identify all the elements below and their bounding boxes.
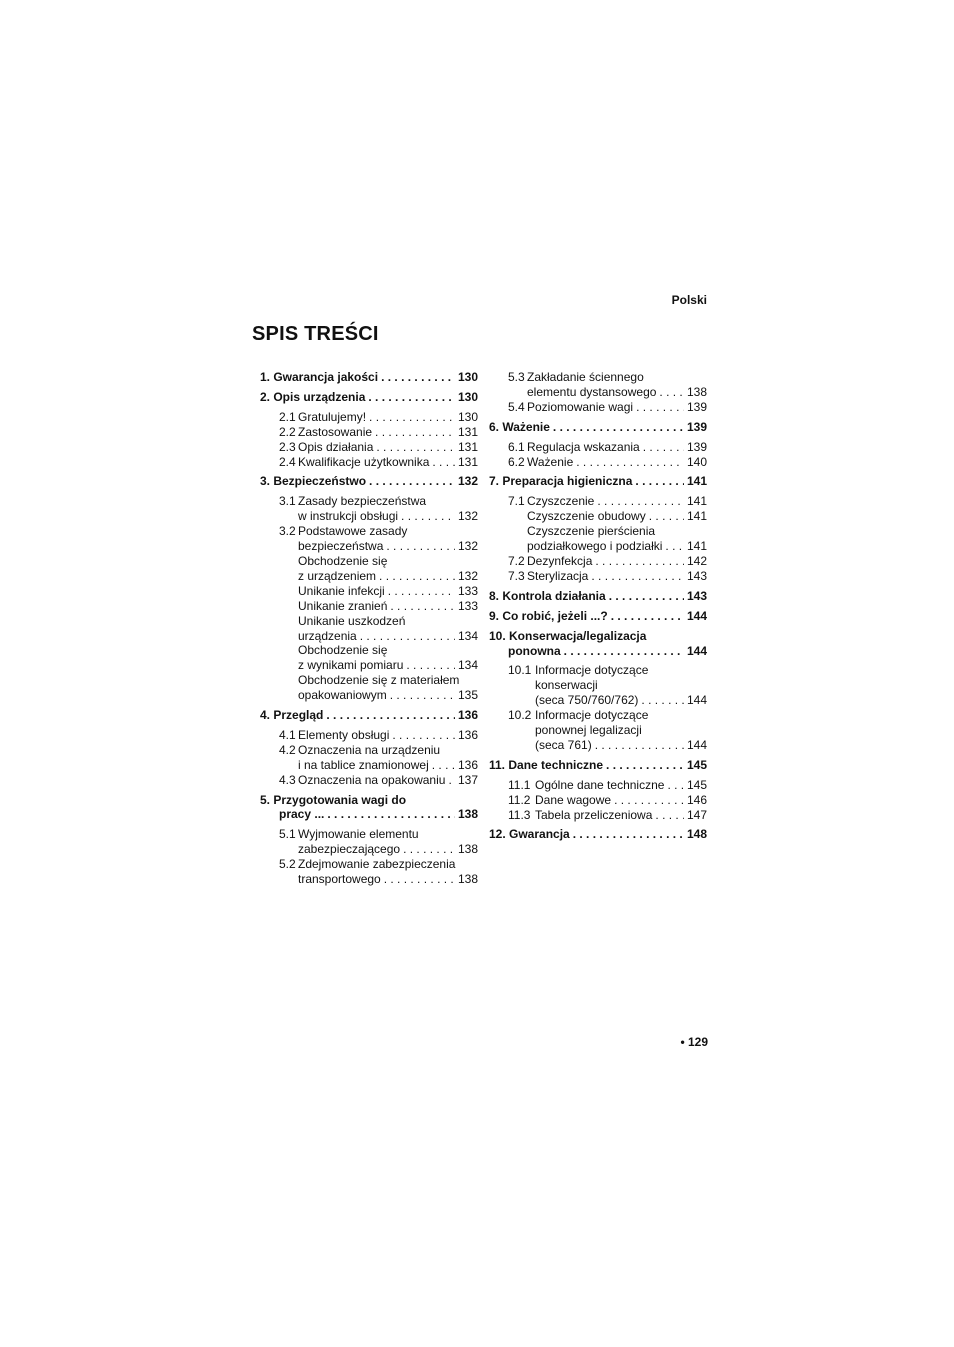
toc-entry-title: konserwacji [535, 678, 598, 693]
toc-entry-title: (seca 761) [535, 737, 592, 752]
toc-line [260, 708, 478, 723]
toc-line [489, 370, 707, 385]
toc-line [489, 569, 707, 584]
dot-leader [564, 644, 684, 659]
toc-line [489, 474, 707, 489]
toc-entry-title: elementu dystansowego [527, 384, 657, 399]
toc-line [489, 693, 707, 708]
toc-line [489, 678, 707, 693]
toc-entry-title: z urządzeniem [298, 568, 377, 583]
toc-number: 2.4 [279, 454, 296, 469]
dot-leader [609, 589, 684, 604]
toc-page-number: 144 [686, 693, 707, 708]
toc-page-number: 144 [686, 737, 707, 752]
toc-entry-title: z wynikami pomiaru [298, 658, 404, 673]
toc-subsection [489, 778, 707, 793]
toc-number: 5.1 [279, 827, 296, 842]
toc-page-number: 131 [457, 439, 478, 454]
toc-line [489, 539, 707, 554]
toc-number: 4.1 [279, 727, 296, 742]
dot-leader [403, 842, 455, 857]
toc-entry-title: Zastosowanie [298, 424, 373, 439]
toc-line [260, 425, 478, 440]
toc-entry-title: transportowego [298, 872, 381, 887]
toc-entry-title: Informacje dotyczące [535, 708, 649, 723]
toc-page-number: 144 [686, 643, 707, 658]
toc-page-number: 136 [457, 708, 478, 723]
toc-subsection [489, 400, 707, 415]
toc-line [260, 554, 478, 569]
toc-subsection [260, 728, 478, 743]
toc-entry-title: 3. Bezpieczeństwo [260, 474, 367, 489]
toc-line [260, 827, 478, 842]
toc-line [260, 872, 478, 887]
toc-line [489, 589, 707, 604]
toc-page-number: 141 [686, 509, 707, 524]
toc-subsection [489, 370, 707, 400]
toc-page-number: 143 [686, 568, 707, 583]
dot-leader [591, 569, 684, 584]
toc-number: 4.2 [279, 742, 296, 757]
dot-leader [386, 539, 455, 554]
toc-entry-title: 10. Konserwacja/legalizacja [489, 628, 647, 643]
toc-entry-title: 2. Opis urządzenia [260, 389, 366, 404]
dot-leader [606, 758, 684, 773]
toc-line [489, 509, 707, 524]
toc-page-number: 144 [686, 608, 707, 623]
toc-entry-title: Podstawowe zasady [298, 524, 408, 539]
toc-page-number: 131 [457, 424, 478, 439]
toc-line [260, 390, 478, 405]
toc-line [260, 793, 478, 808]
toc-line [489, 758, 707, 773]
toc-entry-title: (seca 750/760/762) [535, 693, 639, 708]
toc-number: 5.2 [279, 857, 296, 872]
toc-page-number: 143 [686, 588, 707, 603]
dot-leader [635, 474, 684, 489]
toc-section [489, 474, 707, 489]
toc-line [260, 758, 478, 773]
toc-entry-title: pracy ... [279, 807, 325, 822]
dot-leader [401, 509, 455, 524]
toc-page-number: 138 [686, 384, 707, 399]
toc-number: 3.1 [279, 494, 296, 509]
toc-page-number: 135 [457, 688, 478, 703]
dot-leader [388, 584, 455, 599]
toc-page-number: 139 [686, 419, 707, 434]
toc-entry-title: w instrukcji obsługi [298, 509, 399, 524]
toc-entry-title: Zasady bezpieczeństwa [298, 494, 427, 509]
toc-page-number: 134 [457, 628, 478, 643]
toc-line [260, 857, 478, 872]
dot-leader [376, 440, 455, 455]
dot-leader [641, 693, 684, 708]
dot-leader [667, 778, 684, 793]
toc-line [260, 842, 478, 857]
toc-entry-title: Obchodzenie się [298, 643, 388, 658]
toc-line [489, 723, 707, 738]
toc-page-number: 148 [686, 827, 707, 842]
toc-section [260, 708, 478, 723]
toc-line [489, 708, 707, 723]
dot-leader [369, 410, 455, 425]
toc-entry-title: Zakładanie ściennego [527, 370, 644, 384]
toc-subsection [489, 569, 707, 584]
toc-line [260, 410, 478, 425]
toc-section [260, 370, 478, 385]
toc-page-number: 139 [686, 439, 707, 454]
toc-page-number: 130 [457, 389, 478, 404]
page-title: SPIS TREŚCI [252, 323, 379, 345]
toc-number: 2.1 [279, 409, 296, 424]
toc-line [489, 738, 707, 753]
toc-page-number: 142 [686, 553, 707, 568]
toc-line [489, 494, 707, 509]
toc-line [260, 599, 478, 614]
toc-entry-title: Regulacja wskazania [527, 439, 640, 454]
toc-line [260, 658, 478, 673]
toc-entry-title: Czyszczenie obudowy [527, 509, 646, 524]
toc-page-number: 132 [457, 509, 478, 524]
dot-leader [390, 688, 455, 703]
toc-number: 2.2 [279, 424, 296, 439]
toc-line [260, 455, 478, 470]
toc-entry-title: Wyjmowanie elementu [298, 827, 419, 842]
toc-subsection [260, 743, 478, 773]
toc-subsection [489, 663, 707, 708]
toc-entry-title: 7. Preparacja higieniczna [489, 474, 633, 489]
dot-leader [392, 728, 455, 743]
toc-entry-title: Unikanie infekcji [298, 583, 385, 598]
toc-entry-title: Informacje dotyczące [535, 663, 649, 678]
toc-page-number: 133 [457, 598, 478, 613]
toc-section [489, 589, 707, 604]
toc-line [489, 385, 707, 400]
toc-subsection [260, 425, 478, 440]
dot-leader [553, 420, 684, 435]
toc-subsection [260, 410, 478, 425]
dot-leader [573, 827, 684, 842]
dot-leader [595, 554, 684, 569]
toc-page-number: 146 [686, 792, 707, 807]
toc-subsection [260, 494, 478, 524]
toc-entry-title: Unikanie zranień [298, 598, 388, 613]
toc-section [489, 420, 707, 435]
toc-entry-title: Obchodzenie się z materiałem [298, 673, 460, 688]
toc-line [489, 455, 707, 470]
toc-number: 7.1 [508, 494, 525, 509]
toc-line [260, 688, 478, 703]
toc-line [489, 827, 707, 842]
toc-entry-title: Dane wagowe [535, 792, 612, 807]
toc-line [260, 509, 478, 524]
dot-leader [665, 539, 684, 554]
toc-page-number: 138 [457, 872, 478, 887]
toc-entry-title: Kwalifikacje użytkownika [298, 454, 430, 469]
dot-leader [327, 807, 455, 822]
toc-line [489, 400, 707, 415]
toc-subsection [260, 524, 478, 703]
dot-leader [636, 400, 684, 415]
toc-number: 11.2 [508, 792, 531, 807]
toc-page-number: 133 [457, 583, 478, 598]
toc-line [489, 554, 707, 569]
toc-line [489, 629, 707, 644]
toc-subsection [489, 455, 707, 470]
dot-leader [597, 494, 684, 509]
dot-leader [649, 509, 684, 524]
toc-page-number: 141 [686, 494, 707, 509]
toc-section [489, 629, 707, 659]
toc-entry-title: Obchodzenie się [298, 553, 388, 568]
dot-leader [384, 872, 455, 887]
toc-entry-title: 1. Gwarancja jakości [260, 370, 379, 384]
dot-leader [659, 385, 684, 400]
toc-section [489, 827, 707, 842]
dot-leader [326, 708, 455, 723]
toc-line [260, 494, 478, 509]
toc-entry-title: Oznaczenia na opakowaniu [298, 772, 446, 787]
toc-page-number: 145 [686, 777, 707, 792]
toc-subsection [489, 708, 707, 753]
page-number: • 129 [680, 1035, 708, 1049]
toc-line [260, 569, 478, 584]
toc-number: 5.4 [508, 399, 525, 414]
toc-subsection [489, 793, 707, 808]
toc-number: 11.1 [508, 777, 531, 792]
dot-leader [369, 474, 455, 489]
dot-leader [432, 455, 455, 470]
toc-entry-title: Elementy obsługi [298, 727, 390, 742]
toc-line [260, 807, 478, 822]
toc-number: 4.3 [279, 772, 296, 787]
toc-subsection [260, 440, 478, 455]
toc-column-right [489, 370, 707, 842]
toc-entry-title: Ważenie [527, 454, 574, 469]
toc-line [260, 614, 478, 629]
toc-entry-title: Gratulujemy! [298, 409, 367, 424]
dot-leader [611, 609, 684, 624]
toc-entry-title: i na tablice znamionowej [298, 757, 429, 772]
toc-page-number: 139 [686, 399, 707, 414]
toc-entry-title: 6. Ważenie [489, 419, 550, 434]
dot-leader [379, 569, 455, 584]
dot-leader [406, 658, 455, 673]
toc-page-number: 138 [457, 807, 478, 822]
toc-page-number: 132 [457, 474, 478, 489]
toc-line [260, 773, 478, 788]
toc-subsection [489, 554, 707, 569]
toc-line [260, 673, 478, 688]
dot-leader [381, 370, 455, 385]
toc-line [489, 793, 707, 808]
toc-number: 11.3 [508, 807, 531, 822]
toc-line [489, 420, 707, 435]
toc-subsection [489, 440, 707, 455]
toc-section [260, 793, 478, 823]
toc-subsection [260, 827, 478, 857]
toc-line [489, 524, 707, 539]
toc-line [489, 808, 707, 823]
toc-page-number: 136 [457, 757, 478, 772]
toc-line [260, 370, 478, 385]
toc-entry-title: opakowaniowym [298, 688, 387, 703]
toc-page-number: 132 [457, 568, 478, 583]
toc-section [489, 609, 707, 624]
toc-number: 6.1 [508, 439, 525, 454]
toc-entry-title: 4. Przegląd [260, 708, 324, 723]
toc-line [260, 474, 478, 489]
toc-number: 10.2 [508, 708, 532, 723]
toc-number: 3.2 [279, 524, 296, 539]
toc-page-number: 130 [457, 370, 478, 384]
toc-line [489, 778, 707, 793]
toc-entry-title: Czyszczenie pierścienia [527, 524, 656, 539]
dot-leader [655, 808, 684, 823]
toc-page-number: 140 [686, 454, 707, 469]
dot-leader [614, 793, 684, 808]
toc-number: 7.3 [508, 568, 525, 583]
toc-entry-title: Unikanie uszkodzeń [298, 613, 406, 628]
dot-leader [448, 773, 455, 788]
toc-line [260, 584, 478, 599]
toc-entry-title: 12. Gwarancja [489, 827, 570, 842]
toc-subsection [489, 494, 707, 554]
toc-line [260, 629, 478, 644]
toc-number: 5.3 [508, 370, 525, 384]
toc-page-number: 131 [457, 454, 478, 469]
toc-subsection [260, 857, 478, 887]
toc-page-number: 137 [457, 772, 478, 787]
toc-entry-title: ponownej legalizacji [535, 723, 642, 738]
toc-entry-title: Ogólne dane techniczne [535, 777, 665, 792]
toc-subsection [489, 808, 707, 823]
toc-line [260, 643, 478, 658]
dot-leader [360, 629, 455, 644]
toc-page-number: 141 [686, 539, 707, 554]
toc-entry-title: Czyszczenie [527, 494, 595, 509]
toc-entry-title: Zdejmowanie zabezpieczenia [298, 857, 456, 872]
toc-entry-title: bezpieczeństwa [298, 539, 384, 554]
toc-entry-title: Poziomowanie wagi [527, 399, 634, 414]
toc-page-number: 141 [686, 474, 707, 489]
toc-page-number: 136 [457, 727, 478, 742]
toc-entry-title: ponowna [508, 643, 561, 658]
toc-entry-title: 11. Dane techniczne [489, 757, 604, 772]
toc-entry-title: Oznaczenia na urządzeniu [298, 742, 441, 757]
toc-number: 7.2 [508, 553, 525, 568]
toc-entry-title: Tabela przeliczeniowa [535, 807, 653, 822]
toc-page-number: 147 [686, 807, 707, 822]
dot-leader [643, 440, 684, 455]
toc-line [260, 743, 478, 758]
toc-entry-title: podziałkowego i podziałki [527, 539, 663, 554]
toc-page-number: 134 [457, 658, 478, 673]
toc-line [489, 609, 707, 624]
dot-leader [368, 390, 455, 405]
toc-entry-title: 5. Przygotowania wagi do [260, 792, 407, 807]
toc-entry-title: Sterylizacja [527, 568, 589, 583]
toc-section [260, 474, 478, 489]
toc-section [489, 758, 707, 773]
toc-page-number: 130 [457, 409, 478, 424]
toc-entry-title: 9. Co robić, jeżeli ...? [489, 608, 608, 623]
toc-number: 10.1 [508, 663, 532, 678]
dot-leader [595, 738, 684, 753]
toc-number: 2.3 [279, 439, 296, 454]
toc-line [489, 663, 707, 678]
toc-page-number: 145 [686, 757, 707, 772]
toc-line [260, 440, 478, 455]
toc-entry-title: zabezpieczającego [298, 842, 401, 857]
toc-line [260, 524, 478, 539]
dot-leader [375, 425, 455, 440]
toc-line [489, 644, 707, 659]
toc-entry-title: 8. Kontrola działania [489, 588, 606, 603]
toc-column-left [260, 370, 478, 887]
toc-page-number: 138 [457, 842, 478, 857]
dot-leader [390, 599, 455, 614]
toc-entry-title: Dezynfekcja [527, 553, 593, 568]
toc-number: 6.2 [508, 454, 525, 469]
dot-leader [576, 455, 684, 470]
toc-entry-title: Opis działania [298, 439, 374, 454]
toc-line [260, 539, 478, 554]
dot-leader [432, 758, 455, 773]
toc-subsection [260, 455, 478, 470]
toc-line [489, 440, 707, 455]
toc-subsection [260, 773, 478, 788]
toc-line [260, 728, 478, 743]
toc-page-number: 132 [457, 539, 478, 554]
toc-entry-title: urządzenia [298, 628, 357, 643]
language-label: Polski [671, 293, 707, 307]
toc-section [260, 390, 478, 405]
